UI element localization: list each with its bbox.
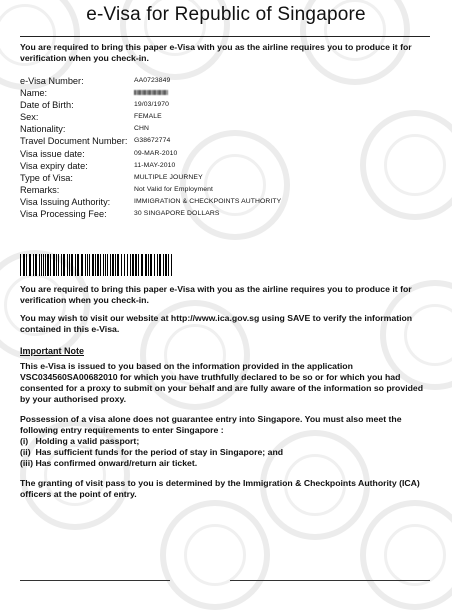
barcode-bar [159, 254, 161, 276]
important-note-heading: Important Note [20, 346, 84, 356]
barcode-bar [58, 254, 59, 276]
important-para-2 [20, 414, 432, 469]
detail-label: Travel Document Number: [20, 136, 128, 147]
barcode-bar [75, 254, 76, 276]
barcode-bar [56, 254, 57, 276]
barcode-bar [112, 254, 114, 276]
redacted-name [134, 90, 168, 95]
barcode-bar [53, 254, 55, 276]
barcode-bar [43, 254, 44, 276]
barcode-bar [87, 254, 88, 276]
barcode-bar [135, 254, 137, 276]
barcode-bar [163, 254, 164, 276]
footer-divider [20, 580, 170, 581]
barcode-bar [154, 254, 155, 276]
barcode-bar [110, 254, 111, 276]
barcode-bar [115, 254, 116, 276]
detail-row [20, 87, 432, 99]
barcode-bar [71, 254, 73, 276]
requirement-item: (iii) Has confirmed onward/return air ticket. [20, 458, 198, 468]
detail-label: Name: [20, 88, 48, 99]
barcode-bar [107, 254, 108, 276]
barcode-bar [145, 254, 147, 276]
barcode-bar [117, 254, 119, 276]
footer-divider [230, 580, 430, 581]
bring-paper-notice-bottom: You are required to bring this paper e-Visa with you as the airline requires you to produce it for verification when you check-in. [20, 284, 412, 305]
barcode-bar [124, 254, 125, 276]
barcode-bar [47, 254, 49, 276]
barcode-bar [45, 254, 46, 276]
barcode-bar [95, 254, 96, 276]
barcode-bar [92, 254, 94, 276]
detail-value: IMMIGRATION & CHECKPOINTS AUTHORITY [134, 197, 282, 205]
bring-paper-notice-top: You are required to bring this paper e-Visa with you as the airline requires you to produce it for verification when you check-in. [20, 42, 412, 63]
barcode-bar [61, 254, 62, 276]
barcode-bar [150, 254, 152, 276]
detail-row [20, 184, 432, 196]
barcode-bar [89, 254, 90, 276]
barcode-bar [81, 254, 83, 276]
barcode-bar [69, 254, 70, 276]
detail-label: Visa expiry date: [20, 160, 88, 171]
important-para-3: The granting of visit pass to you is determined by the Immigration & Checkpoints Authority (ICA) officers at the point of entry. [20, 478, 420, 499]
detail-label: Visa Processing Fee: [20, 209, 107, 220]
barcode-bar [97, 254, 99, 276]
barcode-bar [39, 254, 40, 276]
website-notice: You may wish to visit our website at http://www.ica.gov.sg using SAVE to verify the information contained in this e-Visa. [20, 313, 413, 334]
detail-value: 09-MAR-2010 [134, 149, 178, 157]
barcode-bar [29, 254, 31, 276]
barcode-bar [35, 254, 37, 276]
detail-row [20, 99, 432, 111]
detail-row [20, 135, 432, 147]
detail-label: Sex: [20, 112, 39, 123]
detail-label: Remarks: [20, 184, 60, 195]
detail-row [20, 111, 432, 123]
requirement-item: (ii) Has sufficient funds for the period of stay in Singapore; and [20, 447, 284, 457]
document-title: e-Visa for Republic of Singapore [86, 4, 366, 25]
detail-label: Type of Visa: [20, 172, 73, 183]
detail-row [20, 172, 432, 184]
detail-label: Visa issue date: [20, 148, 85, 159]
barcode-bar [157, 254, 158, 276]
detail-label: e-Visa Number: [20, 76, 84, 86]
barcode-bar [103, 254, 104, 276]
barcode-icon [20, 254, 172, 276]
barcode-bar [23, 254, 25, 276]
barcode-bar [41, 254, 42, 276]
detail-label: Date of Birth: [20, 100, 74, 111]
detail-value: MULTIPLE JOURNEY [134, 173, 203, 181]
barcode-bar [26, 254, 27, 276]
barcode-bar [171, 254, 172, 276]
entry-requirements-intro: Possession of a visa alone does not guarantee entry into Singapore. You must also meet the following entry requirements to enter Singapore : [20, 414, 402, 435]
barcode-bar [50, 254, 51, 276]
visa-details [20, 75, 432, 220]
detail-row [20, 160, 432, 172]
detail-value: CHN [134, 125, 150, 133]
detail-row [20, 148, 432, 160]
requirement-item: (i) Holding a valid passport; [20, 436, 140, 446]
detail-row [20, 123, 432, 135]
detail-value: FEMALE [134, 113, 162, 121]
top-divider [20, 36, 430, 37]
barcode-bar [141, 254, 143, 276]
detail-value-redacted [134, 87, 168, 99]
barcode-bar [168, 254, 169, 276]
detail-row [20, 75, 432, 87]
barcode-bar [85, 254, 86, 276]
barcode-bar [165, 254, 167, 276]
detail-row [20, 208, 432, 220]
important-para-1: This e-Visa is issued to you based on the information provided in the application VSC034560SA00682010 for which you have truthfully declared to be so or for which you had consented for a proxy to submit on your behalf and are fully aware of the information so provided by your authorised proxy. [20, 361, 424, 404]
barcode-bar [33, 254, 34, 276]
barcode-bar [77, 254, 79, 276]
barcode-bar [130, 254, 131, 276]
detail-value: Not Valid for Employment [134, 185, 213, 193]
detail-row [20, 196, 432, 208]
detail-value: AA0723849 [134, 77, 171, 84]
detail-value: 30 SINGAPORE DOLLARS [134, 210, 220, 218]
detail-label: Nationality: [20, 124, 66, 135]
barcode-bar [132, 254, 134, 276]
barcode-bar [20, 254, 21, 276]
barcode-bar [105, 254, 106, 276]
detail-value: G38672774 [134, 137, 171, 145]
barcode-bar [100, 254, 101, 276]
barcode-bar [121, 254, 122, 276]
detail-label: Visa Issuing Authority: [20, 196, 111, 207]
detail-value: 19/03/1970 [134, 101, 170, 109]
barcode-bar [63, 254, 65, 276]
barcode-bar [67, 254, 68, 276]
barcode-bar [127, 254, 128, 276]
barcode-bar [148, 254, 149, 276]
barcode-bar [138, 254, 139, 276]
detail-value: 11-MAY-2010 [134, 161, 176, 169]
